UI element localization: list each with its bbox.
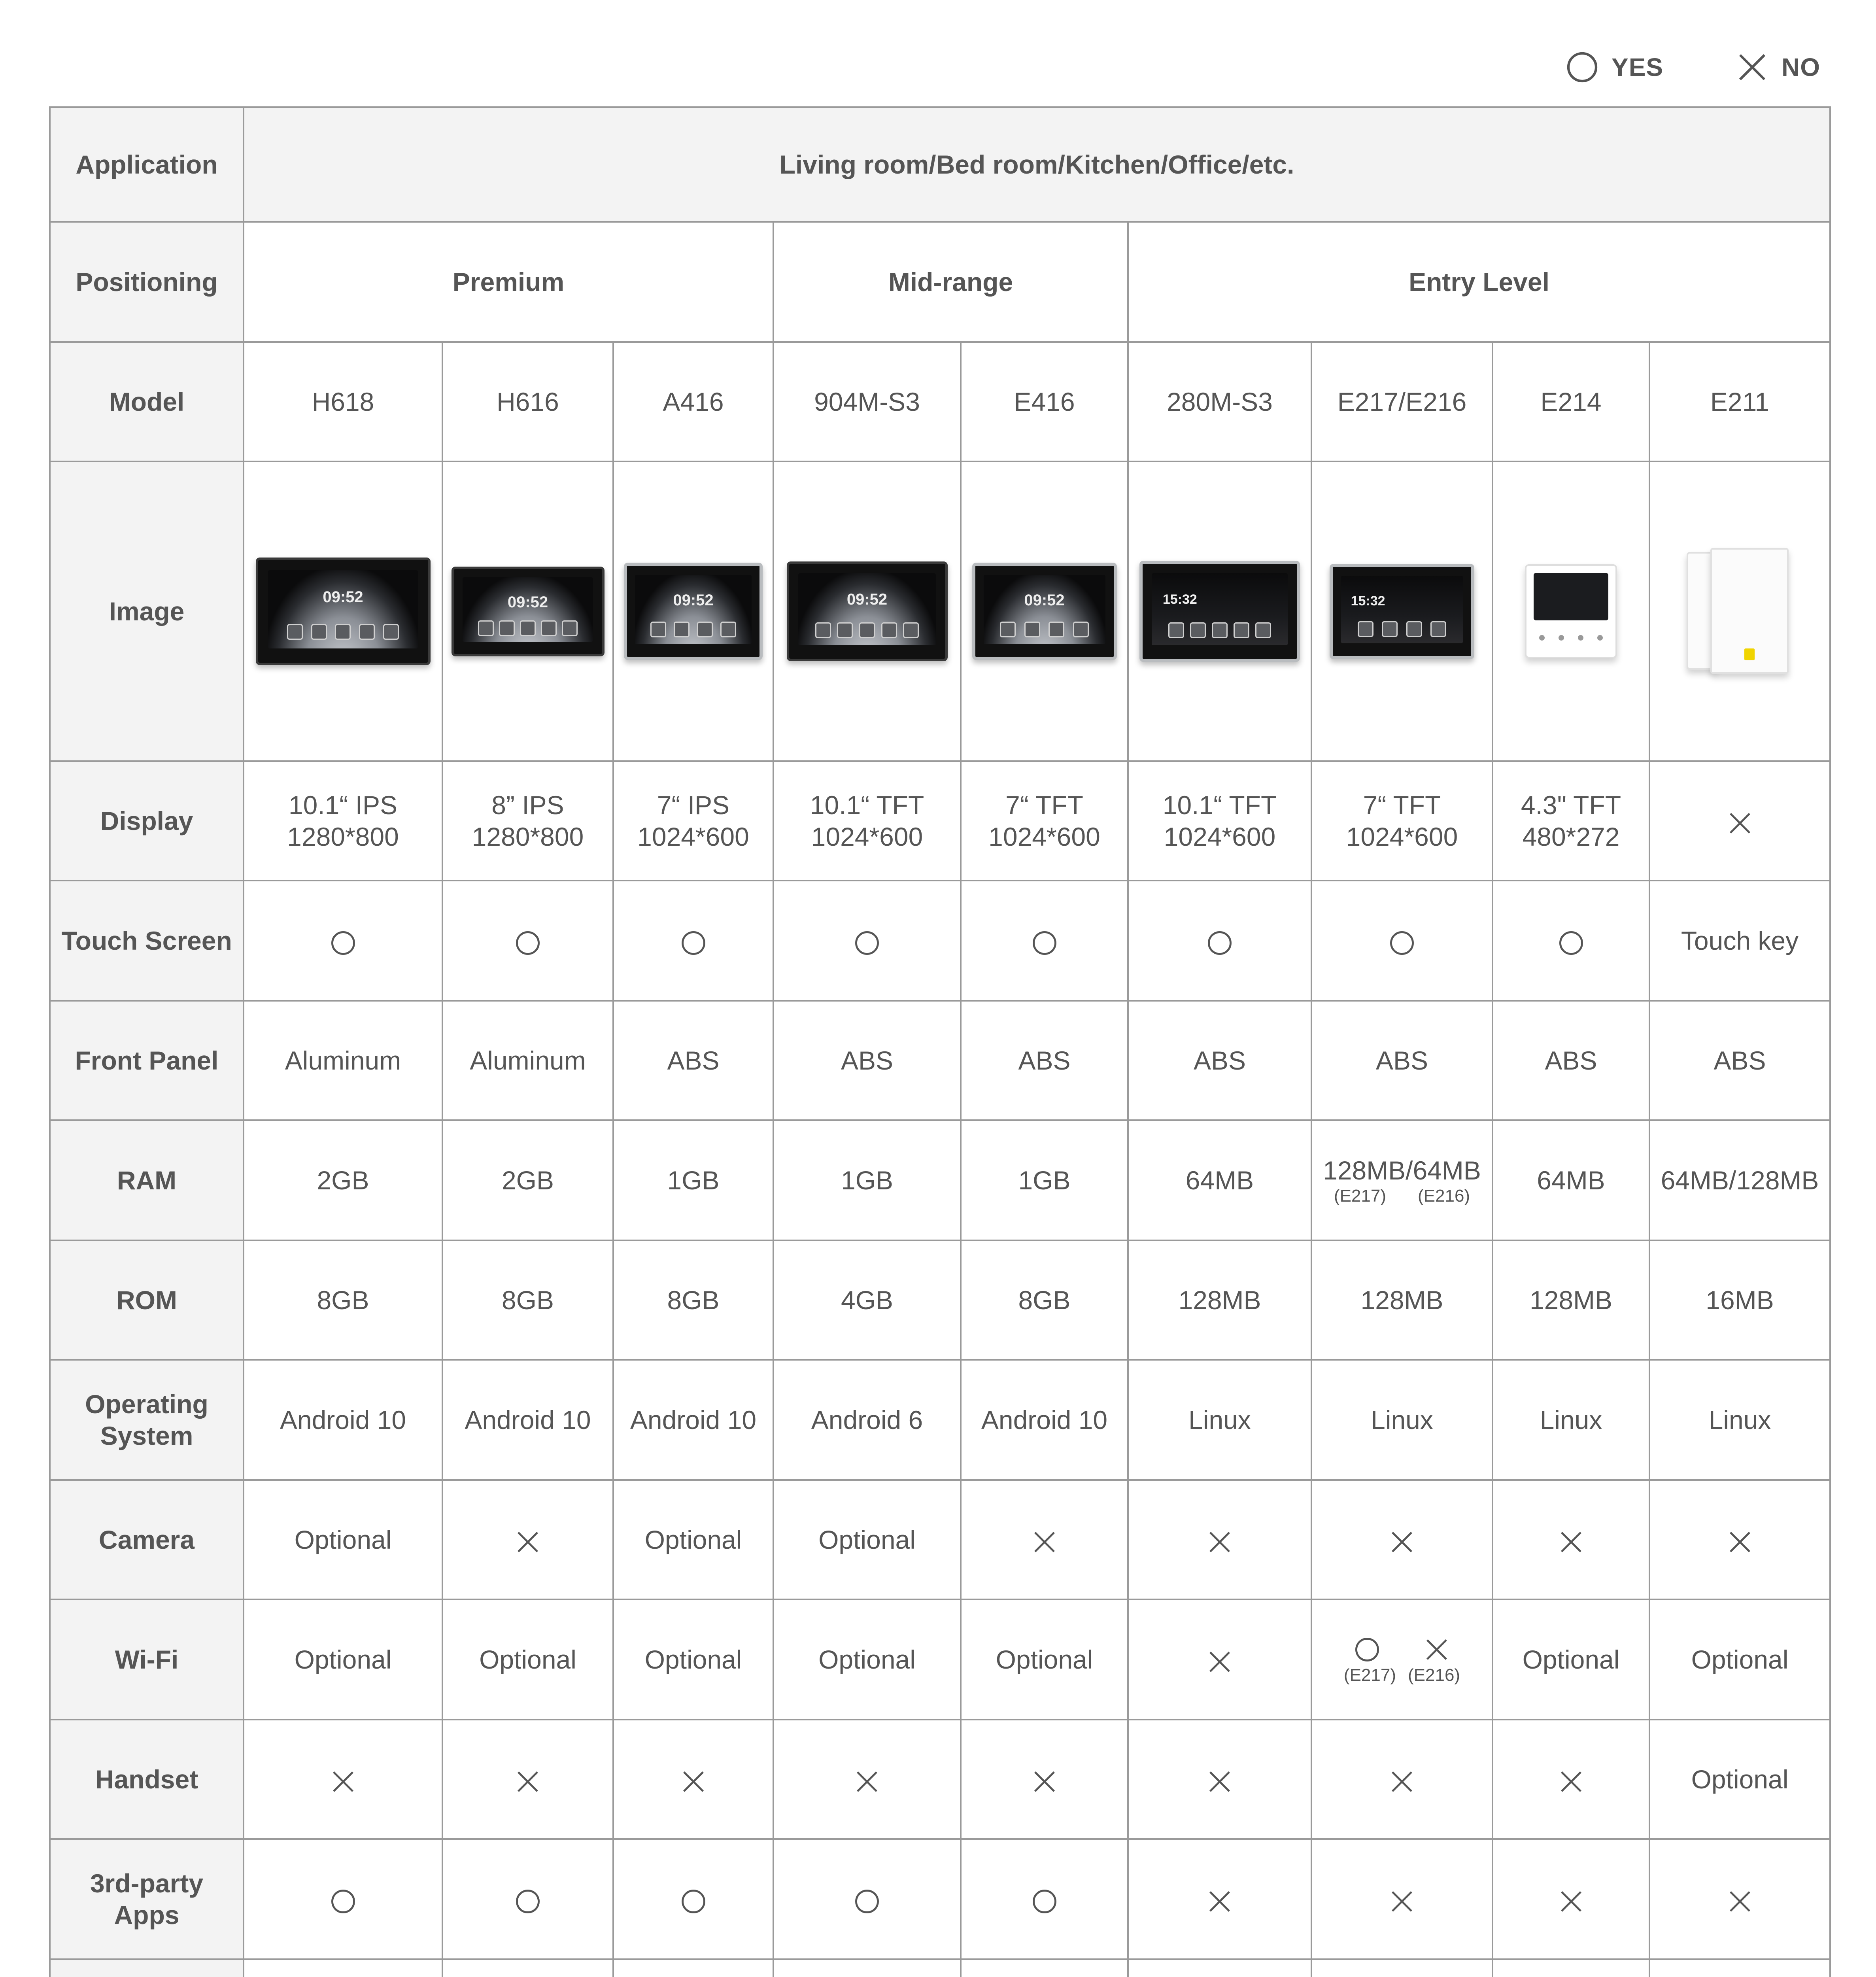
row-wifi	[50, 1599, 1830, 1720]
circle-icon	[1354, 1637, 1380, 1663]
cell: Optional	[773, 1480, 961, 1599]
cell: 10.1“ IPS 1280*800	[244, 761, 442, 881]
row-label: Wi-Fi	[50, 1599, 244, 1720]
cell	[1649, 1480, 1830, 1599]
cell: 10.1“ TFT 1024*600	[1128, 761, 1311, 881]
cross-icon	[1727, 1888, 1753, 1915]
cell	[1492, 881, 1649, 1001]
cell: Android 6	[773, 1360, 961, 1480]
cell: (E217) (E216)	[1311, 1599, 1492, 1720]
cell: 128MB	[1311, 1240, 1492, 1360]
cell: Optional	[442, 1599, 613, 1720]
device-image-h616	[442, 461, 613, 761]
cell: Linux	[1128, 1360, 1311, 1480]
cell: Android 10	[442, 1360, 613, 1480]
cell	[244, 1959, 442, 1977]
cell: E211	[1649, 342, 1830, 461]
cross-icon	[1727, 1529, 1753, 1555]
cell	[1649, 761, 1830, 881]
row-label: Display	[50, 761, 244, 881]
row-model	[50, 342, 1830, 461]
cell: H618	[244, 342, 442, 461]
row-label: Touch Screen	[50, 881, 244, 1001]
row-label: Camera	[50, 1480, 244, 1599]
cell: ABS	[773, 1001, 961, 1120]
cell: Optional	[1649, 1599, 1830, 1720]
cell: H616	[442, 342, 613, 461]
device-clock: 15:32	[1162, 592, 1197, 607]
cell: 7“ IPS 1024*600	[613, 761, 773, 881]
cell: Touch key	[1649, 881, 1830, 1001]
row-3rd-party-apps	[50, 1839, 1830, 1959]
row-ram	[50, 1120, 1830, 1240]
cross-icon	[1207, 1888, 1233, 1915]
cell: 4.3" TFT 480*272	[1492, 761, 1649, 881]
cell: Android 10	[244, 1360, 442, 1480]
legend-yes-label: YES	[1612, 53, 1664, 81]
cell	[1492, 1480, 1649, 1599]
cell: Linux	[1492, 1360, 1649, 1480]
cell: 2GB	[244, 1120, 442, 1240]
cell	[442, 1720, 613, 1839]
device-image-e214	[1492, 461, 1649, 761]
cell: 128MB/64MB (E217) (E216)	[1311, 1120, 1492, 1240]
row-label: Front Panel	[50, 1001, 244, 1120]
cell	[442, 881, 613, 1001]
circle-icon	[330, 1888, 356, 1915]
cell	[1492, 1959, 1649, 1977]
cell: 1GB	[613, 1120, 773, 1240]
circle-icon	[515, 1888, 541, 1915]
device-image-h618	[244, 461, 442, 761]
cell	[1128, 1959, 1311, 1977]
row-front-panel	[50, 1001, 1830, 1120]
row-touch-screen	[50, 881, 1830, 1001]
circle-icon	[1566, 51, 1599, 84]
cell: Android 10	[613, 1360, 773, 1480]
device-clock: 15:32	[1351, 593, 1385, 609]
circle-icon	[854, 930, 880, 956]
circle-icon	[680, 930, 707, 956]
cross-icon	[1389, 1529, 1415, 1555]
cross-icon	[1032, 1529, 1058, 1555]
cell: 8GB	[613, 1240, 773, 1360]
cell	[1311, 881, 1492, 1001]
cell: 8GB	[442, 1240, 613, 1360]
cell: E214	[1492, 342, 1649, 461]
row-label: ROM	[50, 1240, 244, 1360]
cell: 7“ TFT 1024*600	[1311, 761, 1492, 881]
cell	[613, 1839, 773, 1959]
circle-icon	[1207, 930, 1233, 956]
cell: 128MB	[1492, 1240, 1649, 1360]
cell	[1311, 1839, 1492, 1959]
cell: 280M-S3	[1128, 342, 1311, 461]
cell: 10.1“ TFT 1024*600	[773, 761, 961, 881]
circle-icon	[330, 930, 356, 956]
cross-icon	[1032, 1769, 1058, 1795]
cell	[613, 1959, 773, 1977]
cell	[961, 1480, 1128, 1599]
row-handset	[50, 1720, 1830, 1839]
row-display	[50, 761, 1830, 881]
row-installation	[50, 1959, 1830, 1977]
cell	[1128, 1720, 1311, 1839]
cell	[1311, 1959, 1492, 1977]
circle-icon	[1389, 930, 1415, 956]
cell	[613, 1720, 773, 1839]
device-clock: 09:52	[323, 588, 363, 606]
cross-icon	[1727, 810, 1753, 836]
cross-icon	[680, 1769, 707, 1795]
cell: ABS	[1649, 1001, 1830, 1120]
cell: Aluminum	[442, 1001, 613, 1120]
positioning-mid-range: Mid-range	[773, 222, 1128, 342]
cell: 2GB	[442, 1120, 613, 1240]
circle-icon	[515, 930, 541, 956]
cross-icon	[1389, 1769, 1415, 1795]
cross-icon	[1736, 51, 1769, 84]
circle-icon	[1032, 1888, 1058, 1915]
cross-icon	[330, 1769, 356, 1795]
cell	[773, 1839, 961, 1959]
cell	[961, 1720, 1128, 1839]
cell: 904M-S3	[773, 342, 961, 461]
cell: E217/E216	[1311, 342, 1492, 461]
legend	[0, 43, 1876, 91]
cross-icon	[1558, 1529, 1584, 1555]
cell	[773, 1959, 961, 1977]
cross-icon	[1558, 1769, 1584, 1795]
device-image-904m-s3	[773, 461, 961, 761]
cell: A416	[613, 342, 773, 461]
cell: Optional	[613, 1480, 773, 1599]
cell: 8GB	[244, 1240, 442, 1360]
row-label	[50, 1959, 244, 1977]
device-image-e416	[961, 461, 1128, 761]
row-label: Image	[50, 461, 244, 761]
cell	[1128, 1480, 1311, 1599]
cross-icon	[1207, 1649, 1233, 1675]
cell: Optional	[1492, 1599, 1649, 1720]
cell: Optional	[773, 1599, 961, 1720]
cell: E416	[961, 342, 1128, 461]
cross-icon	[1207, 1769, 1233, 1795]
cell: 4GB	[773, 1240, 961, 1360]
cell	[961, 1839, 1128, 1959]
device-image-e217-e216	[1311, 461, 1492, 761]
device-clock: 09:52	[1024, 592, 1065, 609]
row-label: Positioning	[50, 222, 244, 342]
row-label: Application	[50, 107, 244, 222]
cell: ABS	[961, 1001, 1128, 1120]
row-application	[50, 107, 1830, 222]
legend-no	[1736, 43, 1820, 91]
cell: 1GB	[773, 1120, 961, 1240]
application-value: Living room/Bed room/Kitchen/Office/etc.	[244, 107, 1830, 222]
cross-icon	[515, 1769, 541, 1795]
cell	[961, 1959, 1128, 1977]
cell	[1311, 1720, 1492, 1839]
cell: 128MB	[1128, 1240, 1311, 1360]
cross-icon	[1424, 1637, 1450, 1663]
cell: Optional	[613, 1599, 773, 1720]
device-clock: 09:52	[846, 590, 888, 608]
row-positioning	[50, 222, 1830, 342]
row-label: Operating System	[50, 1360, 244, 1480]
positioning-premium: Premium	[244, 222, 773, 342]
cell	[442, 1959, 613, 1977]
cell	[1649, 1839, 1830, 1959]
cell: 1GB	[961, 1120, 1128, 1240]
cell: 64MB	[1492, 1120, 1649, 1240]
cell: Optional	[244, 1480, 442, 1599]
cell: 8” IPS 1280*800	[442, 761, 613, 881]
row-operating-system	[50, 1360, 1830, 1480]
cell: ABS	[613, 1001, 773, 1120]
cell	[244, 1839, 442, 1959]
device-image-e211	[1649, 461, 1830, 761]
circle-icon	[680, 1888, 707, 1915]
cell	[773, 1720, 961, 1839]
row-rom	[50, 1240, 1830, 1360]
row-label: Handset	[50, 1720, 244, 1839]
cell	[1311, 1480, 1492, 1599]
row-label: Model	[50, 342, 244, 461]
spec-table	[49, 106, 1831, 1977]
cell	[1128, 1839, 1311, 1959]
cell	[613, 881, 773, 1001]
device-image-a416	[613, 461, 773, 761]
cell: ABS	[1128, 1001, 1311, 1120]
cell: Optional	[1649, 1720, 1830, 1839]
cell	[1128, 1599, 1311, 1720]
cell	[442, 1480, 613, 1599]
cell: ABS	[1311, 1001, 1492, 1120]
cell: 64MB	[1128, 1120, 1311, 1240]
cell	[244, 1720, 442, 1839]
cross-icon	[854, 1769, 880, 1795]
cell: Optional	[961, 1599, 1128, 1720]
cross-icon	[1558, 1888, 1584, 1915]
device-clock: 09:52	[673, 592, 714, 609]
row-label: RAM	[50, 1120, 244, 1240]
cell	[1492, 1839, 1649, 1959]
row-camera	[50, 1480, 1830, 1599]
cell: 8GB	[961, 1240, 1128, 1360]
circle-icon	[1558, 930, 1584, 956]
cross-icon	[515, 1529, 541, 1555]
cell: Optional	[244, 1599, 442, 1720]
cell: Android 10	[961, 1360, 1128, 1480]
cell: ABS	[1492, 1001, 1649, 1120]
circle-icon	[854, 1888, 880, 1915]
cell	[244, 881, 442, 1001]
cell	[1492, 1720, 1649, 1839]
cell: Linux	[1649, 1360, 1830, 1480]
cross-icon	[1389, 1888, 1415, 1915]
legend-yes	[1566, 43, 1663, 91]
cell	[1649, 1959, 1830, 1977]
device-clock: 09:52	[507, 593, 548, 611]
cell: 16MB	[1649, 1240, 1830, 1360]
legend-no-label: NO	[1782, 53, 1820, 81]
row-image	[50, 461, 1830, 761]
cell: Linux	[1311, 1360, 1492, 1480]
circle-icon	[1032, 930, 1058, 956]
device-image-280m-s3	[1128, 461, 1311, 761]
cell: Aluminum	[244, 1001, 442, 1120]
row-label: 3rd-party Apps	[50, 1839, 244, 1959]
positioning-entry-level: Entry Level	[1128, 222, 1830, 342]
cell	[961, 881, 1128, 1001]
cell	[442, 1839, 613, 1959]
cell	[1128, 881, 1311, 1001]
cell: 64MB/128MB	[1649, 1120, 1830, 1240]
cell	[773, 881, 961, 1001]
cell: 7“ TFT 1024*600	[961, 761, 1128, 881]
cross-icon	[1207, 1529, 1233, 1555]
